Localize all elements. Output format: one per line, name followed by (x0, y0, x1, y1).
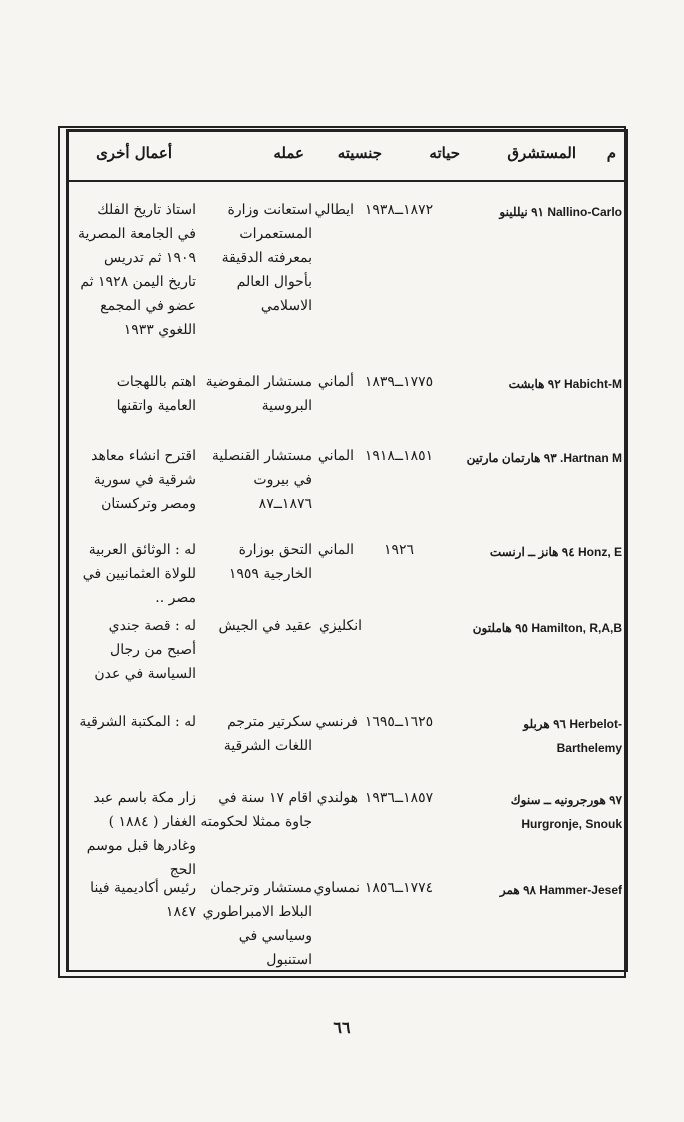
row-98-life: ١٧٧٤ــ١٨٥٦ (364, 880, 434, 896)
header-work: عمله (273, 144, 304, 162)
row-92-other: اهتم باللهجات العامية واتقنها (116, 374, 196, 414)
row-95-name: ٩٥ هاملتون Hamilton, R,A,B (472, 621, 622, 635)
row-95-work: عقيد في الجيش (218, 618, 312, 634)
row-96-life: ١٦٢٥ــ١٦٩٥ (364, 714, 434, 730)
row-97-other: زار مكة باسم عبد الغفار ( ١٨٨٤ ) وغادرها قبل موسم الحج (86, 790, 196, 878)
header-nationality: جنسيته (337, 144, 382, 162)
row-93-nationality: الماني (317, 448, 354, 464)
row-92-name: ٩٢ هابشت Habicht-M (508, 377, 622, 391)
row-91-name: ٩١ نيللينو Nallino-Carlo (499, 205, 622, 219)
row-92-work: مستشار المفوضية البروسية (205, 374, 312, 414)
row-94-name: ٩٤ هانز ــ ارنست Honz, E (489, 545, 622, 559)
row-94-nationality: الماني (317, 542, 354, 558)
row-98-work: مستشار وترجمان البلاط الامبراطوري وسياسي في استنبول (202, 880, 312, 968)
row-91-work: استعانت وزارة المستعمرات بمعرفته الدقيقة بأحوال العالم الاسلامي (221, 202, 312, 314)
row-97-work: اقام ١٧ سنة في جاوة ممثلا لحكومته (200, 790, 312, 830)
row-93-other: اقترح انشاء معاهد شرقية في سورية ومصر وتركستان (91, 448, 196, 512)
header-num: م (606, 144, 616, 162)
row-97-name: ٩٧ هورجرونيه ــ سنوك Hurgronje, Snouk (510, 793, 622, 831)
row-93-life: ١٨٥١ــ١٩١٨ (364, 448, 434, 464)
row-96-name: ٩٦ هربلو Herbelot- Barthelemy (523, 717, 622, 755)
header-divider (66, 180, 628, 182)
row-91-nationality: ايطالي (314, 202, 354, 218)
row-94-work: التحق بوزارة الخارجية ١٩٥٩ (228, 542, 312, 582)
row-96-nationality: فرنسي (315, 714, 358, 730)
row-95-other: له : قصة جندي أصبح من رجال السياسة في عدن (94, 618, 196, 682)
row-98-other: رئيس أكاديمية فينا ١٨٤٧ (90, 880, 196, 920)
row-94-life: ١٩٢٦ (383, 542, 415, 558)
page-number: ٦٦ (333, 1018, 351, 1037)
row-94-other: له : الوثائق العربية للولاة العثمانيين في مصر .. (82, 542, 196, 606)
header-orientalist: المستشرق (507, 144, 576, 162)
row-96-work: سكرتير مترجم اللغات الشرقية (223, 714, 312, 754)
row-92-nationality: ألماني (317, 374, 354, 390)
header-life: حياته (429, 144, 460, 162)
row-98-nationality: نمساوي (313, 880, 360, 896)
header-other: أعمال أخرى (96, 144, 172, 162)
row-92-life: ١٧٧٥ــ١٨٣٩ (364, 374, 434, 390)
row-98-name: ٩٨ همر Hammer-Jesef (499, 883, 622, 897)
row-93-work: مستشار القنصلية في بيروت ١٨٧٦ــ٨٧ (211, 448, 312, 512)
row-91-other: استاذ تاريخ الفلك في الجامعة المصرية ١٩٠٩ ثم تدريس تاريخ اليمن ١٩٢٨ ثم عضو في المجمع اللغوي ١٩٣٣ (78, 202, 196, 338)
row-91-life: ١٨٧٢ــ١٩٣٨ (364, 202, 434, 218)
row-97-life: ١٨٥٧ــ١٩٣٦ (364, 790, 434, 806)
row-96-other: له : المكتبة الشرقية (79, 714, 196, 730)
row-93-name: ٩٣ هارتمان مارتين .Hartnan M (466, 451, 622, 465)
row-95-nationality: انكليزي (318, 618, 362, 634)
row-97-nationality: هولندي (316, 790, 358, 806)
